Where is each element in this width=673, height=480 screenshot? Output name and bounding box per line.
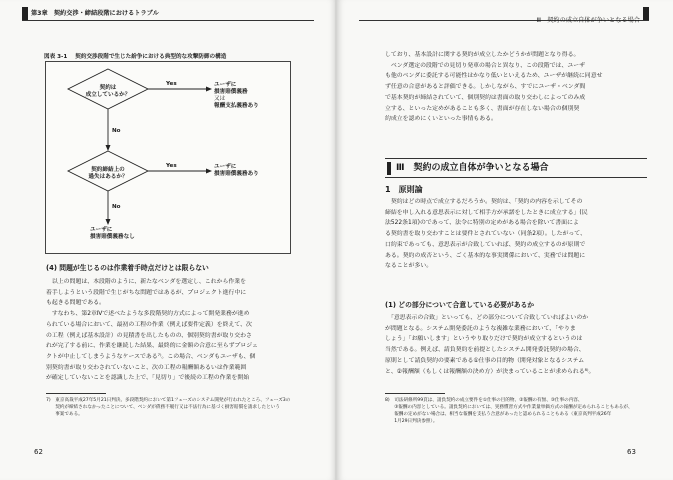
section-header-text: Ⅲ 契約の成立自体が争いとなる場合 xyxy=(536,17,640,24)
subsection-heading-4: (4) 問題が生じるのは作業着手時点だけとは限らない xyxy=(46,264,209,272)
no-arrowhead-1 xyxy=(106,145,111,151)
figure-caption xyxy=(44,52,226,60)
section-header xyxy=(359,7,649,24)
page-number-right: 63 xyxy=(627,448,636,456)
subsection-heading-1: (1) どの部分について合意している必要があるか xyxy=(385,301,535,309)
footnote-7: 7) 東京高裁平成27年5月21日判決、多段階契約において第1フェーズのシステム開発が行われたところ、フェーズ3の 契約が締結されなかったことについて、ベンダが債務不履行又は不法行為に基づく損害賠償を請求したという 事案である。 xyxy=(46,398,291,417)
result-damages-liable: ユーザに 損害賠償義務あり xyxy=(214,164,259,177)
yes-label-1: Yes xyxy=(166,81,177,87)
figure-number: 図表 3-1 xyxy=(44,54,68,60)
section-heading: Ⅲ 契約の成立自体が争いとなる場合 xyxy=(385,158,647,178)
result-damages-or-fee: ユーザに 損害賠償義務 又は 報酬支払義務あり xyxy=(214,82,259,109)
question-negligence-label: 契約締結上の 過失はあるか？ xyxy=(88,167,128,180)
no-label-1: No xyxy=(112,128,121,134)
page-number-left: 62 xyxy=(34,448,43,456)
figure-title: 契約交渉段階で生じた紛争における典型的な攻撃防御の構造 xyxy=(75,54,227,60)
subsection-heading-principle: 1 原則論 xyxy=(385,185,423,194)
right-body-top: しており、基本設計に関する契約が成立したかどうかが問題となり得る。 ベンダ選定の段階での見切り発車の場合と異なり、この段階では、ユーザ も他のベンダに委託する可能性はかなり低いといえるため、ユーザが継続に同意せ ず任意の合意があると評価できる。しかしながら、すでにユーザ・ベンダ間 で基本契約が締結されていて、個別契約は書面の取り交わしによってのみ成 立する、といった定めがあることも多く、書面が存在しない場合の個別契 約成立を認めにくいといった事情もある。 xyxy=(385,52,603,123)
right-body-mid: 契約はどの時点で成立するだろうか。契約は、「契約の内容を示してその 締結を申し入れる意思表示に対して相手方が承諾をしたときに成立する」(民 法522条1項)のであって、法令に特別の定めがある場合を除いて書面によ る契約書を取り交わすことは要件とされていない（同条2項）。したがって、 口約束であっても、意思表示が合致していれば、契約の成立するのが原則で ある。契約の成否という、ごく基本的な事実関係において、実務では問題に なることが多い。 xyxy=(385,199,588,270)
question-contract-label: 契約は 成立しているか？ xyxy=(85,85,131,98)
chapter-header xyxy=(22,7,314,21)
no-label-2: No xyxy=(112,204,121,210)
header-tab-marker xyxy=(22,7,28,20)
right-body-bottom: 「意思表示の合致」といっても、どの部分について合致していればよいのか が問題となる。システム開発委託のような複雑な業務において、「やりま しょう」「お願いします」というやり取りだけで契約が成立するというのは 当然である。例えば、請負契約を前提としたシステム開発委託契約の場合、 原則として請負契約の要素である①仕事の目的物（開発対象となるシステム と、②報酬額（もしくは報酬額の決め方）が決まっていることが求められる⁸⁾。 xyxy=(385,315,595,375)
yes-arrowhead-2 xyxy=(206,169,212,174)
yes-label-2: Yes xyxy=(166,163,177,169)
flowchart-figure xyxy=(45,61,291,254)
right-page xyxy=(337,0,673,480)
no-arrowhead-2 xyxy=(106,219,111,225)
yes-arrowhead-1 xyxy=(206,87,212,92)
footnote-8: 8) 司法研修所99頁は、請負契約の成立要件を①仕事の目的物、②報酬の有無、③仕事の内容、 ③報酬の内容としている。請負契約においては、実務慣習方式や作業量単価方式の報酬が定められることもあるが、 報酬の定めがない場合は、相当な報酬を支払う合意があったと認められることもある（東京高判平成26年 1月29日判決参照）。 xyxy=(385,398,633,424)
left-page xyxy=(0,0,336,480)
section-heading-bar xyxy=(387,162,391,175)
result-no-liability: ユーザに 損害賠償義務なし xyxy=(90,227,135,240)
footnote-rule xyxy=(46,393,106,394)
chapter-header-text: 第3章 契約交渉・締結段階におけるトラブル xyxy=(31,10,159,17)
header-tab-marker xyxy=(643,7,649,20)
left-body-text: 以上の問題は、本段階のように、新たなベンダを選定し、これから作業を 着手しようという段階で生じがちな問題ではあるが、プロジェクト進行中に も起きる問題である。 すなわち、第2章Ⅳで述べたような多段階契約方式によって開発業務が進め られている場合において、最初の工程の作業（例えば要件定義）を終えて、次 の工程（例えば基本設計）の見積書を出したものの、個別契約書が取り交わさ れが完了する前に、作業を継続した結果、最終的に金額の合意に至らずプロジェ クトが中止してしまうようなケースである⁷⁾。この場合、ベンダもユーザも、個 別契約書が取り交わされていないこと、次の工程の報酬額あるいは作業範囲 が確定していないことを認識した上で、「見切り」で後続の工程の作業を開始 xyxy=(46,279,258,382)
footnote-rule xyxy=(385,393,445,394)
